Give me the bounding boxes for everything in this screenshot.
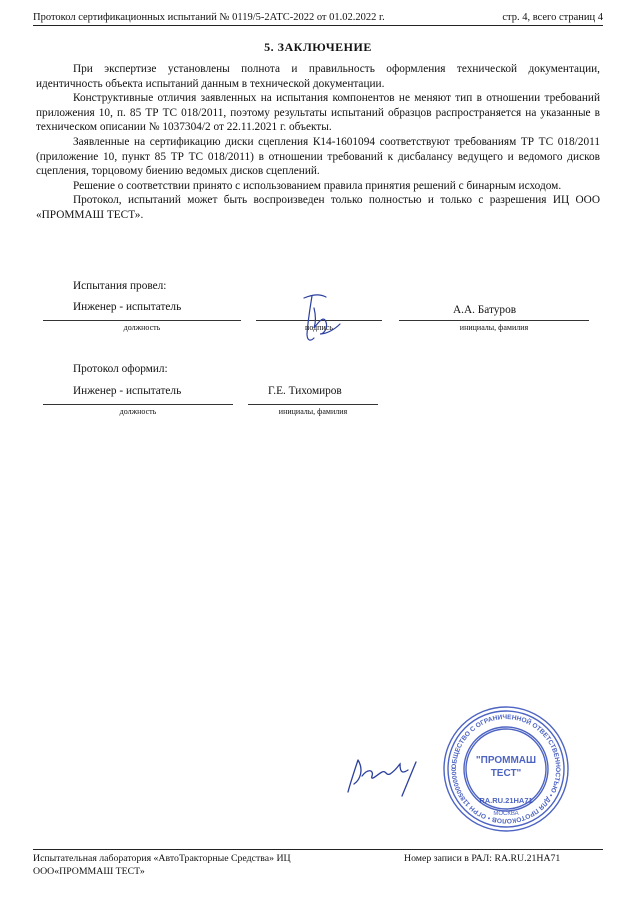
organization-stamp [440,703,572,835]
stamp-ring-text: ОБЩЕСТВО С ОГРАНИЧЕННОЙ ОТВЕТСТВЕННОСТЬЮ • ДЛЯ ПРОТОКОЛОВ • ОГРН 11850000000 [450,713,562,825]
header-page-number: стр. 4, всего страниц 4 [502,12,603,23]
header-divider [33,25,603,26]
drafted-position-caption: должность [119,407,157,416]
tested-name-line [399,320,589,321]
stamp-center-line1: "ПРОММАШ [475,755,537,766]
paragraph: Конструктивные отличия заявленных на испытания компонентов не меняют тип в отношении требований приложения 10, п. 85 ТР ТС 018/2011, поэтому результаты испытаний образцов распространяется на указанные в техническом описании № 1037304/2 от 22.11.2021 г. объекты. [36,92,600,134]
drafted-position-line [43,404,233,405]
tested-label: Испытания провел: [73,280,167,292]
tested-signature-caption: подпись [305,323,333,332]
drafted-name-line [248,404,378,405]
paragraph: Протокол, испытаний может быть воспроизведен только полностью и только с разрешения ИЦ ООО «ПРОММАШ ТЕСТ». [36,194,600,221]
paragraph: Заявленные на сертификацию диски сцепления К14-1601094 соответствуют требованиям ТР ТС 018/2011 (приложение 10, пункт 85 ТР ТС 018/2011) в отношении требований к дисбалансу ведущего и ведомого дисков сцепления, торцовому биению ведомых дисков сцеплений. [36,135,600,178]
footer-lab-line1: Испытательная лаборатория «АвтоТракторные Средства» ИЦ [33,853,291,864]
footer-lab-line2: ООО«ПРОММАШ ТЕСТ» [33,866,145,877]
signature-tested [290,290,350,346]
tested-position-caption: должность [123,323,161,332]
tested-position: Инженер - испытатель [73,301,182,313]
tested-name-caption: инициалы, фамилия [459,323,529,332]
signature-approval [338,740,448,800]
conclusion-body [36,62,600,223]
footer-lab [33,852,291,878]
drafted-name-caption: инициалы, фамилия [278,407,348,416]
stamp-reg-number: RA.RU.21НА71 [479,796,533,805]
stamp-city: МОСКВА [493,811,519,817]
tested-position-line [43,320,241,321]
drafted-position: Инженер - испытатель [73,385,182,397]
paragraph: Решение о соответствии принято с использованием правила принятия решений с бинарным исходом. [73,179,562,192]
footer-record-number: Номер записи в РАЛ: RA.RU.21НА71 [404,853,561,864]
drafted-label: Протокол оформил: [73,363,168,375]
section-title: 5. ЗАКЛЮЧЕНИЕ [264,40,372,54]
footer-divider [33,849,603,850]
paragraph: При экспертизе установлены полнота и правильность оформления технической документации, идентичность объекта испытаний данным в технической документации. [36,63,600,90]
tested-name: А.А. Батуров [453,304,517,316]
stamp-center-line2: ТЕСТ" [490,768,522,779]
drafted-name: Г.Е. Тихомиров [268,385,342,397]
header-protocol: Протокол сертификационных испытаний № 0119/5-2АТС-2022 от 01.02.2022 г. [33,12,385,23]
